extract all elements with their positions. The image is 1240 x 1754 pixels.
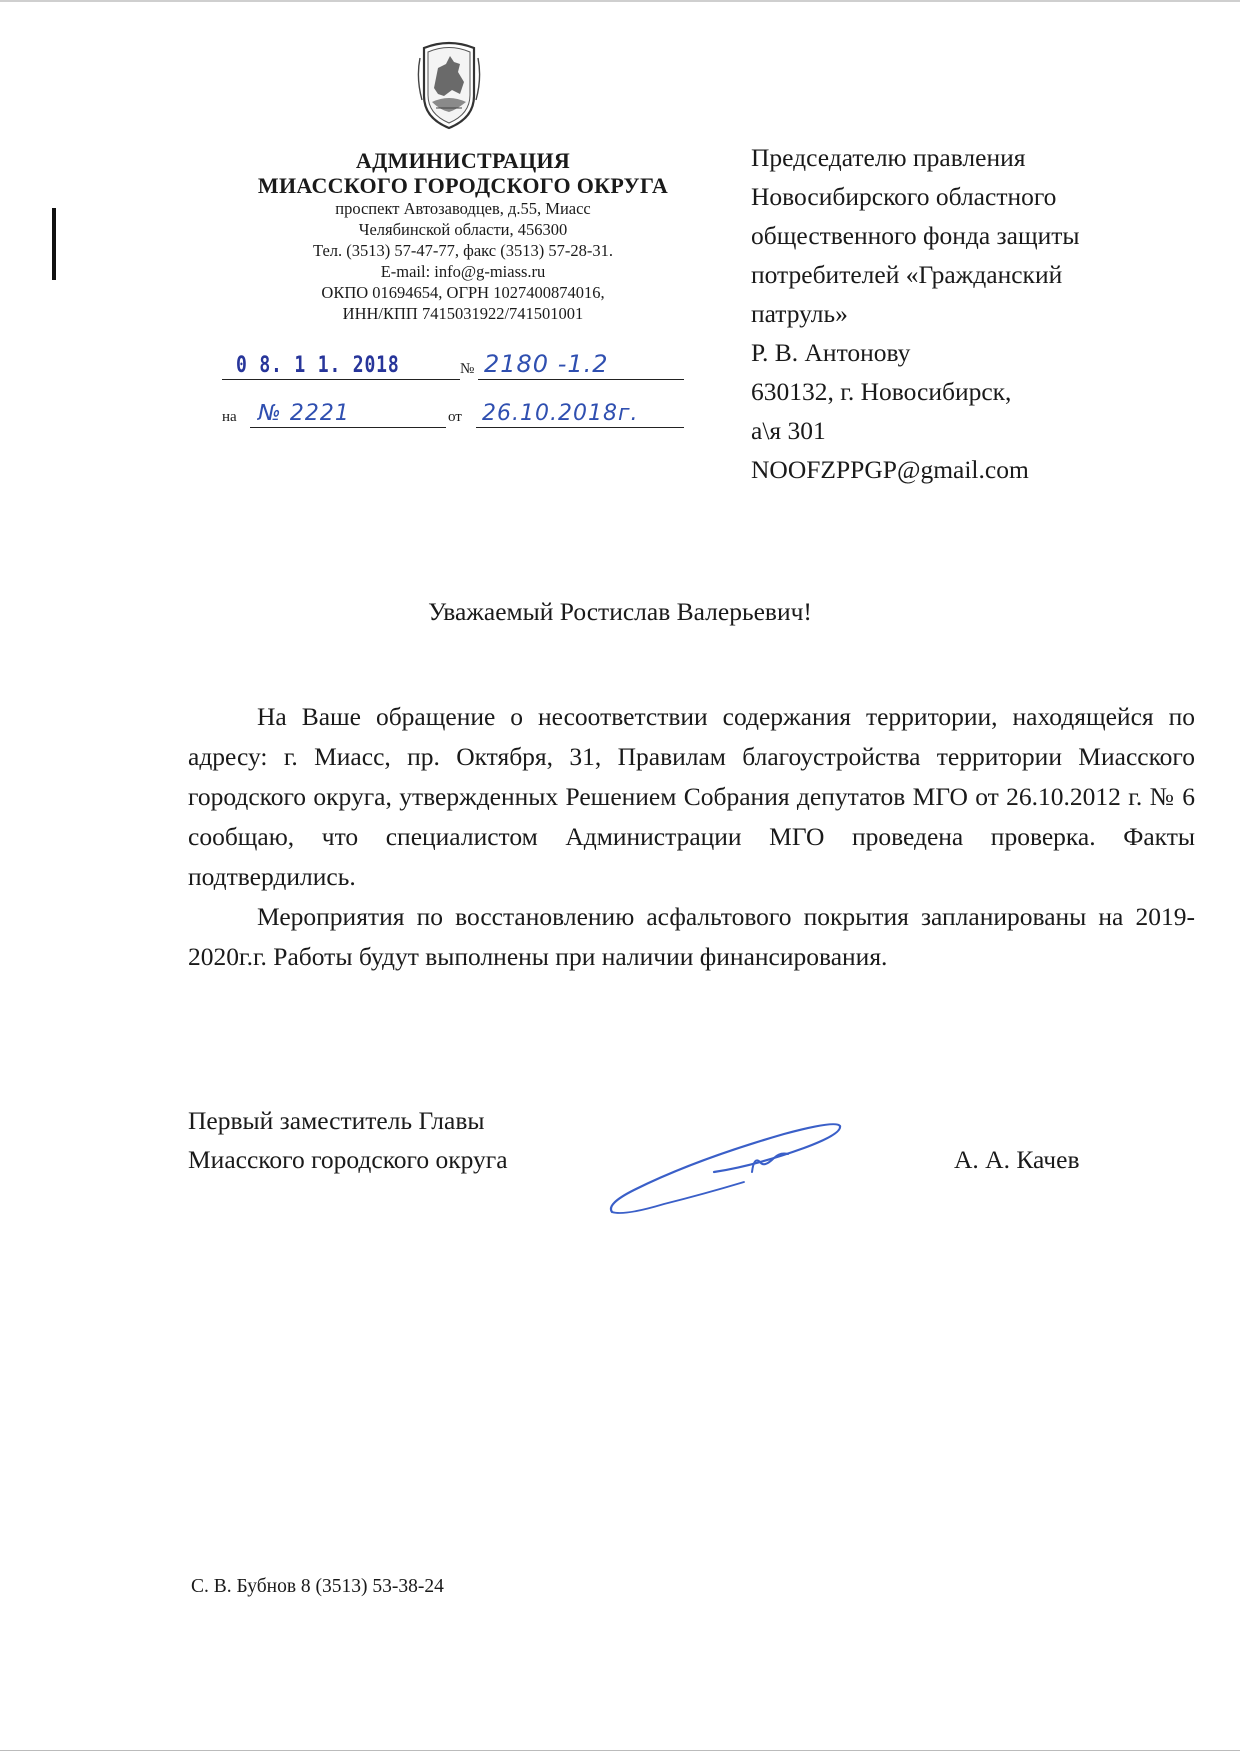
outgoing-reference-row xyxy=(222,352,684,382)
incoming-number: № 2221 xyxy=(258,401,350,426)
on-underline xyxy=(250,427,446,428)
executor-contact: С. В. Бубнов 8 (3513) 53-38-24 xyxy=(191,1576,444,1597)
signatory-role-line1: Первый заместитель Главы xyxy=(188,1106,485,1135)
addressee-line: Председателю правления xyxy=(751,143,1026,172)
addressee-block xyxy=(751,138,1211,489)
from-underline xyxy=(476,427,684,428)
outgoing-number: 2180 -1.2 xyxy=(484,350,609,378)
signatory-role-line2: Миасского городского округа xyxy=(188,1145,508,1174)
organization-subtitle: МИАССКОГО ГОРОДСКОГО ОКРУГА xyxy=(257,173,669,198)
date-underline xyxy=(222,379,460,380)
handwritten-signature xyxy=(604,1112,844,1218)
number-underline xyxy=(478,379,684,380)
coat-of-arms-icon xyxy=(416,38,482,132)
body-paragraph-1: На Ваше обращение о несоответствии содержания территории, находящейся по адресу: г. Миасс, пр. Октября, 31, Правилам благоустройства территории Миасского городского округа, утвержденных Решением Собрания депутатов МГО от 26.10.2012 г. № 6 сообщаю, что специалистом Администрации МГО проведена проверка. Факты подтвердились. xyxy=(188,702,1195,891)
organization-inn: ИНН/КПП 7415031922/741501001 xyxy=(342,304,584,323)
date-stamp: 0 8. 1 1. 2018 xyxy=(236,353,400,378)
letter-body xyxy=(188,697,1195,977)
addressee-email: NOOFZPPGP@gmail.com xyxy=(751,455,1029,484)
organization-phone: Тел. (3513) 57-47-77, факс (3513) 57-28-31. xyxy=(313,241,613,260)
from-label: от xyxy=(448,409,462,425)
addressee-line: общественного фонда защиты xyxy=(751,221,1080,250)
addressee-line: 630132, г. Новосибирск, xyxy=(751,377,1012,406)
scan-bottom-edge xyxy=(0,1750,1240,1751)
greeting: Уважаемый Ростислав Валерьевич! xyxy=(428,597,812,626)
signatory-role xyxy=(188,1101,508,1179)
organization-email: E-mail: info@g-miass.ru xyxy=(380,262,546,281)
organization-address: проспект Автозаводцев, д.55, Миасс xyxy=(335,199,591,218)
organization-region: Челябинской области, 456300 xyxy=(358,220,568,239)
scan-top-edge xyxy=(0,0,1240,2)
organization-okpo: ОКПО 01694654, ОГРН 1027400874016, xyxy=(321,283,605,302)
addressee-line: потребителей «Гражданский xyxy=(751,260,1063,289)
organization-title: АДМИНИСТРАЦИЯ xyxy=(355,148,571,173)
addressee-line: а\я 301 xyxy=(751,416,826,445)
addressee-line: Новосибирского областного xyxy=(751,182,1057,211)
organization-header xyxy=(200,148,726,324)
scan-margin-mark xyxy=(52,208,56,280)
incoming-reference-row xyxy=(222,400,684,430)
incoming-date: 26.10.2018г. xyxy=(482,401,639,426)
addressee-line: патруль» xyxy=(751,299,848,328)
on-label: на xyxy=(222,409,237,425)
body-paragraph-2: Мероприятия по восстановлению асфальтового покрытия запланированы на 2019-2020г.г. Работы будут выполнены при наличии финансирования. xyxy=(188,902,1195,971)
signatory-name: А. А. Качев xyxy=(954,1145,1080,1174)
number-label: № xyxy=(460,361,475,377)
addressee-name: Р. В. Антонову xyxy=(751,338,911,367)
